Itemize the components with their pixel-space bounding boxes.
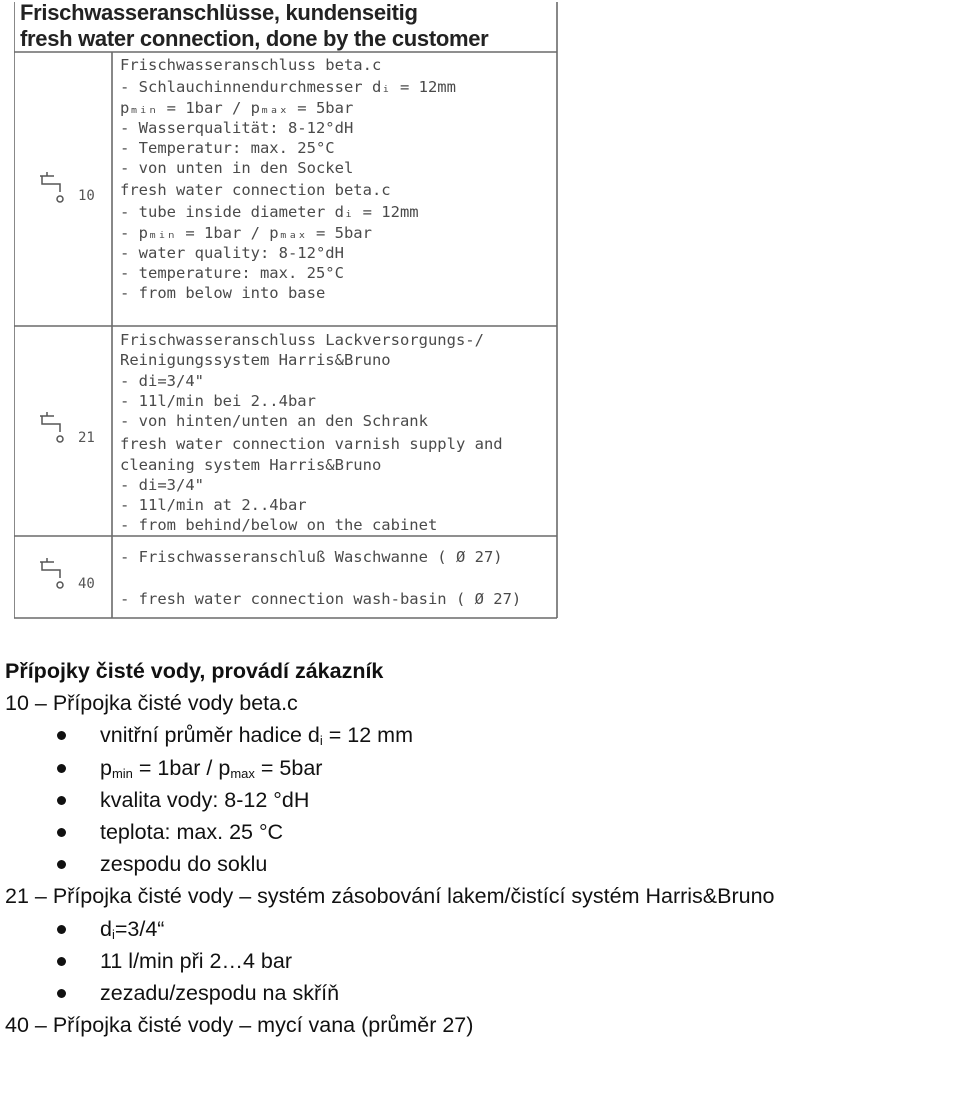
svg-text:- temperature: max. 25°C: - temperature: max. 25°C	[120, 264, 344, 282]
row-10-text	[120, 56, 456, 302]
svg-text:Frischwasseranschluss beta.c: Frischwasseranschluss beta.c	[120, 56, 382, 74]
svg-text:- Wasserqualität: 8-12°dH: - Wasserqualität: 8-12°dH	[120, 119, 354, 137]
tap-icon	[40, 558, 63, 588]
svg-text:pₘᵢₙ = 1bar / pₘₐₓ = 5bar: pₘᵢₙ = 1bar / pₘₐₓ = 5bar	[120, 99, 354, 117]
tap-icon	[40, 172, 63, 202]
svg-text:- Temperatur: max. 25°C: - Temperatur: max. 25°C	[120, 139, 335, 157]
list-item: zespodu do soklu	[5, 848, 955, 880]
row-number-10: 10	[78, 188, 95, 204]
item-21-heading: 21 – Přípojka čisté vody – systém zásobování lakem/čistící systém Harris&Bruno	[5, 884, 775, 909]
list-item: vnitřní průměr hadice $d_i = 12$ mm	[5, 719, 955, 751]
list-item: 11 l/min při 2…4 bar	[5, 945, 955, 977]
svg-text:- Frischwasseranschluß Waschwa: - Frischwasseranschluß Waschwanne ( Ø 27)	[120, 548, 503, 566]
list-item: $d_i=3/4“$	[5, 913, 955, 945]
svg-text:Reinigungssystem Harris&Bruno: Reinigungssystem Harris&Bruno	[120, 351, 391, 369]
svg-text:fresh water connection beta.c: fresh water connection beta.c	[120, 181, 391, 199]
row-number-21: 21	[78, 430, 95, 446]
bullet-icon	[57, 989, 66, 998]
list-item: kvalita vody: 8-12 °dH	[5, 784, 955, 816]
svg-text:cleaning system Harris&Bruno: cleaning system Harris&Bruno	[120, 456, 382, 474]
svg-text:Frischwasseranschluss Lackvers: Frischwasseranschluss Lackversorgungs-/	[120, 331, 484, 349]
row-number-40: 40	[78, 576, 95, 592]
svg-text:- pₘᵢₙ = 1bar / pₘₐₓ = 5bar: - pₘᵢₙ = 1bar / pₘₐₓ = 5bar	[120, 224, 372, 242]
item-10-list	[5, 719, 955, 880]
svg-text:- 11l/min bei 2..4bar: - 11l/min bei 2..4bar	[120, 392, 316, 410]
svg-text:- from below into base: - from below into base	[120, 284, 326, 302]
item-21-list	[5, 913, 955, 1010]
item-40-heading: 40 – Přípojka čisté vody – mycí vana (průměr 27)	[5, 1013, 474, 1038]
svg-text:- von hinten/unten an den Schr: - von hinten/unten an den Schrank	[120, 412, 428, 430]
svg-text:- di=3/4": - di=3/4"	[120, 476, 204, 494]
svg-text:- tube inside diameter dᵢ = 12: - tube inside diameter dᵢ = 12mm	[120, 203, 419, 221]
list-item: $p_{min} = 1bar / p_{max} = 5bar$	[5, 752, 955, 784]
drawing-title-en: fresh water connection, done by the customer	[20, 26, 489, 51]
scanned-drawing	[14, 0, 558, 620]
bullet-icon	[57, 860, 66, 869]
row-21-text	[120, 331, 503, 534]
svg-text:- di=3/4": - di=3/4"	[120, 372, 204, 390]
svg-text:- Schlauchinnendurchmesser dᵢ: - Schlauchinnendurchmesser dᵢ = 12mm	[120, 78, 456, 96]
row-40-text	[120, 548, 521, 608]
svg-text:- 11l/min at 2..4bar: - 11l/min at 2..4bar	[120, 496, 307, 514]
svg-text:- water quality: 8-12°dH: - water quality: 8-12°dH	[120, 244, 344, 262]
list-item: teplota: max. 25 °C	[5, 816, 955, 848]
document-title: Přípojky čisté vody, provádí zákazník	[5, 659, 384, 683]
svg-text:- from behind/below on the cab: - from behind/below on the cabinet	[120, 516, 438, 534]
item-10-heading: 10 – Přípojka čisté vody beta.c	[5, 691, 298, 716]
bullet-icon	[57, 731, 66, 740]
svg-text:- fresh water connection wash-: - fresh water connection wash-basin ( Ø 27)	[120, 590, 522, 608]
svg-text:fresh water connection varnish: fresh water connection varnish supply and	[120, 435, 503, 453]
bullet-icon	[57, 764, 66, 773]
document-body	[5, 655, 955, 1041]
list-item: zezadu/zespodu na skříň	[5, 977, 955, 1009]
bullet-icon	[57, 796, 66, 805]
bullet-icon	[57, 925, 66, 934]
bullet-icon	[57, 957, 66, 966]
bullet-icon	[57, 828, 66, 837]
tap-icon	[40, 412, 63, 442]
svg-text:- von unten in den Sockel: - von unten in den Sockel	[120, 159, 354, 177]
drawing-title-de: Frischwasseranschlüsse, kundenseitig	[20, 0, 418, 25]
